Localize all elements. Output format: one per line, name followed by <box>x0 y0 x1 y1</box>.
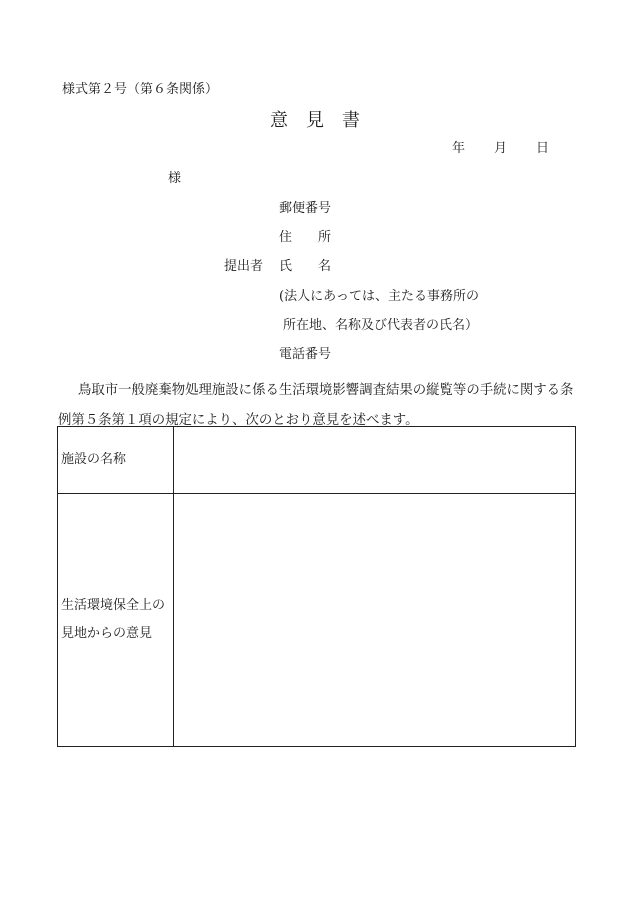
opinion-table <box>57 426 576 747</box>
addressee-suffix: 様 <box>168 171 182 186</box>
facility-name-label-cell <box>58 427 174 494</box>
date-line <box>452 142 549 155</box>
table-row-facility <box>58 427 576 494</box>
corporation-note-line1: (法人にあっては、主たる事務所の <box>279 289 479 304</box>
opinion-value-cell[interactable] <box>174 494 576 747</box>
address-label: 住 所 <box>279 230 332 245</box>
corporation-note-line2: 所在地、名称及び代表者の氏名） <box>283 318 479 333</box>
document-title: 意 見 書 <box>270 110 360 131</box>
opinion-label-line2: 見地からの意見 <box>61 626 153 641</box>
table-row-opinion <box>58 494 576 747</box>
postal-code-label: 郵便番号 <box>279 201 332 216</box>
form-number: 様式第２号（第６条関係） <box>62 82 219 97</box>
statement-paragraph: 鳥取市一般廃棄物処理施設に係る生活環境影響調査結果の縦覧等の手続に関する条例第５条第１項の規定により、次のとおり意見を述べます。 <box>58 383 574 428</box>
date-year-label: 年 <box>452 141 466 156</box>
facility-name-label: 施設の名称 <box>61 452 127 467</box>
opinion-label-cell <box>58 494 174 747</box>
date-month-label: 月 <box>494 141 508 156</box>
date-day-label: 日 <box>536 141 550 156</box>
opinion-label-line1: 生活環境保全上の <box>61 598 166 613</box>
name-label: 氏 名 <box>279 259 332 274</box>
facility-name-value-cell[interactable] <box>174 427 576 494</box>
submitter-label: 提出者 <box>224 259 264 274</box>
phone-number-label: 電話番号 <box>279 347 332 362</box>
